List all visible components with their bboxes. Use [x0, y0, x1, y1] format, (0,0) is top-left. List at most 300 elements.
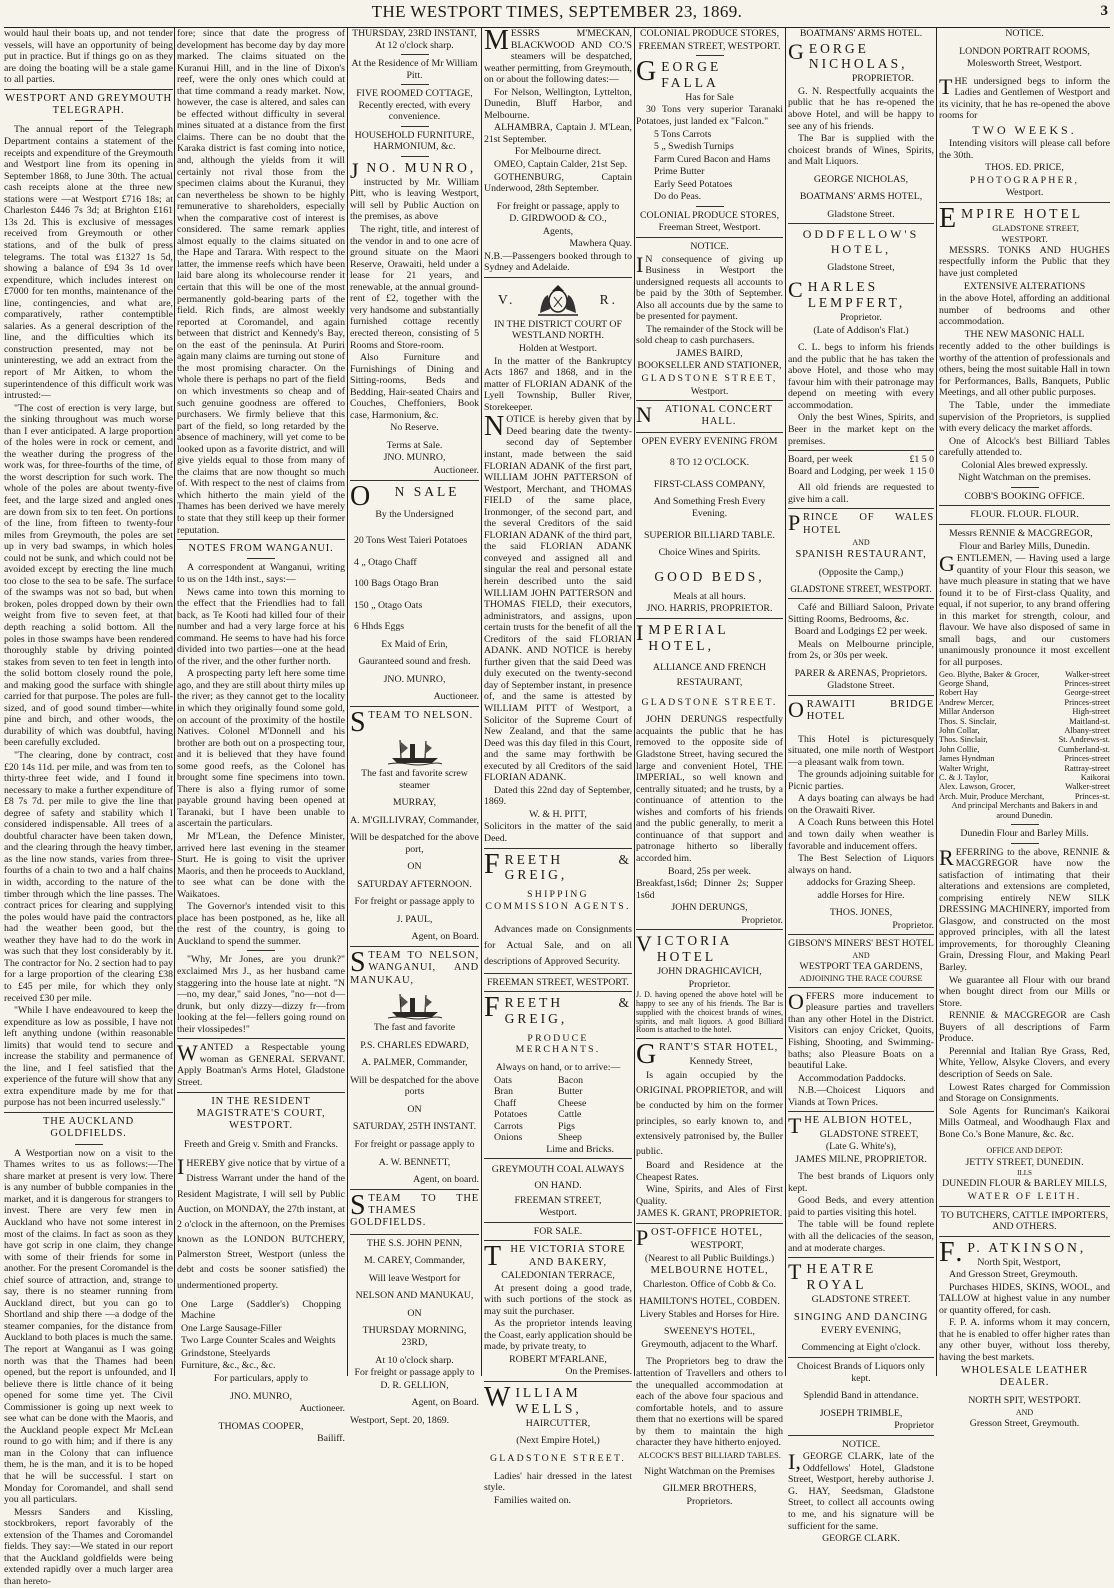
testimonial-row	[939, 745, 1110, 754]
ad-heading: NOTICE.	[690, 240, 729, 252]
testimonial-row	[939, 670, 1110, 679]
ad-heading: F.P. ATKINSON,	[939, 1236, 1087, 1268]
ad-line: And principal Merchants and Bakers in and around Dunedin.	[951, 801, 1098, 821]
list-item: 150 „ Otago Oats	[354, 599, 423, 611]
ad-line: Commencing at Eight o'clock.	[801, 1342, 921, 1354]
column-2	[176, 28, 346, 1445]
ad-line: For freight or passage apply to	[354, 896, 475, 908]
ad-body: The right, title, and interest of the vendor in and to one acre of ground situate on the Maori Reserve, Orawaiti, held under a lease for 21 years, and renewable, at the annual ground-rent of £2, together with the very handsome and substantially furnished cottage recently erected thereon, consisting of 5 Rooms and Store-room.	[350, 224, 479, 351]
ad-body: The grounds adjoining suitable for Picnic parties.	[788, 769, 934, 792]
article-paragraph: fore; since that date the progress of development has become day by day more marked. The claims situated on the Kuranui Hill, and in the line of Dixon's reef, were the only ones which could at that time command a ready market. Now, however, the case is altered, and sales can be effected without difficulty in several mines situated at a distance from the first claims. There can be no doubt that the Karaka district is fast coming into notice, and, although the yields from it will certainly not rival those from the specimen claims about the Kuranui, they can nevertheless be shown to be highly remunerative to shareholders, especially when the comparative cost of interest is considered. The same remark applies almost equally to the claims situated on the Hape and Tarara. With respect to the latter, the immense reefs which have been laid bare along its wholecourse render it certain that this will be one of the most permanently gold-bearing parts of the field. Rich finds, are almost weekly reported at Coromandel, and again between that district and Kennedy's Bay, on the east of the peninsula. At Puriri again many claims are turning out stone of the most promising character. On the whole there is perhaps no part of the field on which investments so cheap and of such genuine goodness are offered to purchasers. We firmly believe that this part of the field, so long retarded by the absence of machinery, will yet come to be looked upon as a favorite district, and will give yields equal to those from many of the claims that are now thought so much of. With respect to the nest of claims from which hitherto the main yield of the Thames has been derived we have merely to state that they still keep up their former reputation.	[177, 28, 345, 536]
testimonial-row	[939, 679, 1110, 688]
divider	[939, 505, 1110, 506]
article-paragraph: A correspondent at Wanganui, writing to us on the 14th inst., says:—	[177, 562, 345, 585]
proprietor-name: JOSEPH TRIMBLE,	[819, 1407, 903, 1419]
ad-heading: GEORGE NICHOLAS,	[788, 38, 908, 72]
ad-heading: FOR SALE.	[533, 1225, 583, 1237]
ad-body: Intending visitors will please call before the 30th.	[939, 137, 1110, 161]
article-paragraph: "Why, Mr Jones, are you drunk?" exclaimed Mrs J., as her husband came staggering into the house late at night. "N—no, my dear," said Jones, "no—not d—drunk, but only dizzy—dizzy fr—from looking at the fel—fellers going round on their vlossipedes!"	[177, 954, 345, 1035]
testimonial-street: St. Andrews-st.	[1058, 735, 1110, 745]
vr-left: V.	[498, 291, 516, 307]
ad-line: THURSDAY MORNING, 23RD,	[362, 1325, 467, 1348]
ad-body: IHEREBY give notice that by virtue of a Distress Warrant under the hand of the Resident Magistrate, I will sell by Public Auction, on MONDAY, the 27th instant, at 2 o'clock in the afternoon, on the Premises known as the LONDON BUTCHERY, Palmerston Street, Westport (unless the debt and costs be sooner satisfied) the undermentioned property.	[177, 1154, 345, 1291]
testimonial-row	[939, 792, 1110, 801]
rate-value: 1 15 0	[909, 465, 934, 477]
divider	[788, 598, 934, 599]
ad-line: Westport.	[539, 1207, 577, 1219]
ad-line: Freeman Street, Westport.	[658, 222, 761, 234]
list-item: Furniture, &c., &c., &c.	[181, 1360, 276, 1372]
ad-line: HOUSEHOLD FURNITURE, HARMONIUM, &c.	[354, 129, 475, 153]
list-item: Farm Cured Bacon and Hams	[654, 153, 771, 165]
testimonial-row	[939, 717, 1110, 726]
agent-name: D. GIRDWOOD & CO.,	[509, 213, 607, 225]
ad-line: Gladstone Street.	[827, 680, 895, 692]
royal-arms-icon	[536, 283, 580, 317]
divider	[788, 1357, 934, 1358]
ad-heading: FLOUR. FLOUR. FLOUR.	[970, 509, 1079, 521]
testimonial-row	[939, 688, 1110, 697]
agent-role: Agent, on Board.	[411, 1397, 479, 1409]
testimonial-name: John Collar,	[939, 725, 980, 735]
ad-heading: EMPIRE HOTEL	[939, 202, 1083, 234]
ad-heading: LONDON PORTRAIT ROOMS,	[959, 45, 1090, 57]
ad-line: EVERY EVENING,	[820, 1324, 902, 1336]
testimonial-street: Kaikorai	[1080, 772, 1110, 782]
ad-line: GLADSTONE STREET, WESTPORT.	[790, 584, 932, 595]
ad-line: At 10 o'clock sharp.	[375, 1354, 454, 1366]
proprietor-name: JAMES MILNE, PROPRIETOR.	[795, 1153, 927, 1165]
ad-heading: GEORGE FALLA	[636, 56, 722, 91]
ad-line: ALLIANCE AND FRENCH RESTAURANT,	[652, 661, 767, 689]
divider	[636, 1223, 783, 1224]
testimonial-name: Alex. Lawson, Grocer,	[939, 782, 1016, 792]
ad-line: GLADSTONE STREET,	[992, 222, 1079, 233]
ad-heading: IN THE RESIDENT MAGISTRATE'S COURT, WESTPORT.	[196, 1095, 326, 1132]
produce-item: Chaff	[494, 1097, 517, 1109]
ad-line: WESTPORT.	[1001, 233, 1048, 244]
testimonial-list	[939, 670, 1110, 802]
testimonial-street: Albany-street	[1064, 725, 1110, 735]
ad-body: Board and Residence at the Cheapest Rates.	[636, 1160, 783, 1183]
auctioneer-role: Auctioneer.	[433, 691, 479, 703]
ad-line: BOOKSELLER AND STATIONER,	[637, 360, 782, 372]
divider	[4, 1112, 173, 1113]
ad-body: The remainder of the Stock will be sold cheap to cash purchasers.	[636, 323, 783, 347]
ad-body: MESSRS M'MECKAN, BLACKWOOD AND CO.'S steamers will be despatched, weather permitting, from Greymouth, on or about the following dates:—	[484, 25, 632, 86]
ad-line: On the Premises.	[565, 1366, 632, 1378]
ad-heading: FREETH & GREIG,	[484, 992, 632, 1026]
ad-heading: GREYMOUTH COAL ALWAYS ON HAND.	[491, 1164, 625, 1192]
ad-line: OPEN EVERY EVENING FROM	[641, 435, 778, 447]
ad-heading: WILLIAM WELLS,	[484, 1382, 582, 1416]
ad-line: GLADSTONE STREET,	[819, 1128, 919, 1140]
divider	[350, 706, 479, 707]
divider	[484, 1222, 632, 1223]
produce-item: Bran	[494, 1086, 514, 1098]
ad-line: Will leave Westport for	[368, 1272, 461, 1284]
divider	[177, 1038, 345, 1039]
testimonial-name: John Collie,	[939, 744, 980, 754]
testimonial-row	[939, 764, 1110, 773]
ad-body: A Coach Runs between this Hotel and town daily when weather is favorable and inducement offers.	[788, 817, 934, 852]
ad-heading: SINGING AND DANCING	[793, 1311, 929, 1323]
ad-body: I,GEORGE CLARK, late of the Oddfellows' Hotel, Gladstone Street, Westport, hereby authorise J. G. HAY, Seedsman, Gladstone Street, to collect all accounts owing to me, and his signature will be sufficient for the same.	[788, 1449, 934, 1532]
column-rule	[481, 28, 482, 1376]
ad-body: GENTLEMEN, — Having used a large quantity of your Flour this season, we have much pleasure in stating that we have found it to be of First-class Quality, and equal, if not superior, to any brand offering in this market for strength, colour, and flavour. We have also disposed of same in small bags, and our customers unanimously pronounce it most excellent for all purposes.	[939, 551, 1110, 668]
ad-line: Holden at Westport.	[518, 343, 598, 355]
ad-line: Freeth and Greig v. Smith and Francks.	[184, 1138, 338, 1150]
ad-line: Choicest Brands of Liquors only kept.	[797, 1360, 925, 1384]
testimonial-street: Maitland-st.	[1069, 716, 1110, 726]
divider	[177, 539, 345, 540]
ad-line: (Late G. White's),	[825, 1141, 897, 1153]
auctioneer-name: JNO. MUNRO,	[383, 452, 446, 464]
ad-line: Kennedy Street,	[689, 1055, 753, 1067]
ad-line: Flour and Barley Mills, Dunedin.	[959, 540, 1090, 552]
divider	[401, 54, 429, 55]
produce-item: Cheese	[558, 1097, 587, 1109]
ad-heading: WESTPORT TEA GARDENS,	[799, 961, 923, 973]
ad-line: WESTPORT,	[690, 1240, 744, 1252]
testimonial-street: Cumberland-st.	[1058, 744, 1110, 754]
ad-body: Advances made on Consignments for Actual Sale, and on all descriptions of Approved Security.	[484, 924, 632, 967]
ship-name: P.S. CHARLES EDWARD,	[360, 1039, 469, 1051]
rate-row	[788, 454, 934, 466]
list-item: 5 Tons Carrots	[654, 128, 712, 140]
ad-line: M. CAREY, Commander,	[364, 1255, 465, 1267]
column-5	[635, 28, 784, 1508]
article-paragraph: The annual report of the Telegraph Department contains a statement of the receipts and expenditure of the Greymouth and Westport line from its opening in September 1868, to June 30th. The actual cash receipts alone at the three new stations were —at Westport £716 18s; at Charleston £446 7s 3d; at Brighton £161 13s 2d. This is exclusive of messages received from Greymouth or other stations, and of the bulk of press telegrams. The total was £1327 1s 5d, showing a balance of £94 3s 1d over expenditure, which includes interest on £7000 for ten months, maintenance of the line, contingencies, and what are, comparatively, rather contemptible salaries. As a general description of the line, and the difficulties which its construction presented, may not be uninteresting, we add an extract from the report of Mr Aitken, to whom the superintendence of this difficult work was intrusted:—	[4, 124, 173, 402]
testimonial-name: George Shand,	[939, 678, 989, 688]
ad-line: addocks for Grazing Sheep.	[806, 877, 916, 889]
testimonial-name: Robert Hay	[939, 688, 978, 698]
ad-line: Splendid Band in attendance.	[803, 1390, 919, 1402]
article-heading: THE AUCKLAND GOLDFIELDS.	[43, 1115, 134, 1140]
ad-line: ON	[407, 861, 422, 873]
divider	[788, 987, 934, 988]
ad-line: Has for Sale	[685, 91, 734, 103]
ad-heading: FREETH & GREIG,	[484, 848, 632, 883]
ad-body: All old friends are requested to give him a call.	[788, 482, 934, 505]
ad-line: The fast and favorite	[373, 1022, 456, 1034]
ad-body: IN consequence of giving up Business in Westport the undersigned requests all accounts to be paid by the 30th of September. Also all accounts due by the same to be presented for payment.	[636, 251, 783, 323]
produce-item: Bacon	[558, 1074, 584, 1086]
article-paragraph: News came into town this morning to the effect that the Friendlies had to fall back, as Te Kooti had killed four of their number and had a very large force at his command. He seems to have had his force divided into two parties—one at the head of the river, and the other further north.	[177, 586, 345, 667]
testimonial-name: Walter Wright,	[939, 763, 989, 773]
ad-line: (Next Empire Hotel,)	[516, 1435, 600, 1447]
ad-line: For freight or passage apply to	[354, 1367, 475, 1379]
ad-heading: GIBSON'S MINERS' BEST HOTEL	[788, 938, 934, 950]
produce-item: Carrots	[494, 1120, 523, 1132]
ad-line: AND	[852, 950, 870, 960]
divider	[636, 618, 783, 619]
divider	[401, 126, 429, 127]
ad-heading: IN THE DISTRICT COURT OF WESTLAND NORTH.	[494, 318, 622, 342]
ad-wanted: WANTED a Respectable young woman as GENERAL SERVANT. Apply Boatman's Arms Hotel, Gladstone Street.	[177, 1040, 345, 1088]
ad-line: ON	[407, 1307, 422, 1319]
column-rule	[347, 28, 348, 1376]
agent-name: D. R. GELLION,	[380, 1379, 449, 1391]
divider	[484, 991, 632, 992]
ad-heading: COLONIAL PRODUCE STORES,	[639, 28, 780, 39]
testimonial-name: Thos. S. Sinclair,	[939, 716, 997, 726]
proprietor-name: JOHN DRAGHICAVICH,	[657, 966, 762, 978]
ad-heading: SPANISH RESTAURANT,	[795, 548, 927, 560]
ad-line: HAIRCUTTER,	[525, 1417, 591, 1429]
ad-heading: ORAWAITI BRIDGE HOTEL	[788, 696, 934, 723]
divider	[401, 84, 429, 85]
ad-line: Westport.	[1005, 187, 1044, 199]
divider	[484, 1158, 632, 1159]
rate-label: Board and Lodging, per week	[788, 465, 905, 477]
item-list	[636, 129, 783, 203]
bailiff-name: THOMAS COOPER,	[218, 1420, 304, 1432]
divider	[636, 1038, 783, 1039]
list-item: One Large Sausage-Filler	[181, 1322, 282, 1334]
testimonial-row	[939, 698, 1110, 707]
ad-heading: STEAM TO NELSON.	[350, 706, 474, 738]
auctioneer-role: Auctioneer.	[433, 464, 479, 476]
ad-body: Accommodation Paddocks.	[798, 1072, 906, 1084]
testimonial-row	[939, 726, 1110, 735]
ad-body: REFERRING to the above, RENNIE & MACGREGOR have now the satisfaction of intimating that their alterations and extensions are completed, comprising entirely NEW SILK DRESSING MACHINERY, imported from Glasgow, and constructed on the most approved principles, with all the latest improvements, for thoroughly Cleaning Grain, Dressing Flour, and Making Pearl Barley.	[939, 844, 1110, 974]
ad-line: Proprietor.	[892, 919, 934, 931]
ad-line: SATURDAY, 25TH INSTANT.	[352, 1121, 477, 1133]
ad-body: C. L. begs to inform his friends and the public that he has taken the above Hotel, and those who may favour him with their patronage may depend on meeting with every accommodation.	[788, 342, 934, 411]
ad-heading: THEATRE ROYAL	[788, 1259, 877, 1293]
ad-body: F. P. A. informs whom it may concern, that he is enabled to offer higher rates than any other buyer, without loss thereby, having the best markets.	[939, 1317, 1110, 1363]
ad-body: N.B.—Choicest Liquors and Viands at Town Prices.	[788, 1085, 934, 1108]
ad-body: in the above Hotel, affording an additional number of bedrooms and other accommodation.	[939, 293, 1110, 328]
article-heading: NOTES FROM WANGANUI.	[188, 543, 334, 555]
article-paragraph: Messrs Sanders and Kissling, stockbrokers, report favorably of the extension of the Thames and Coromandel fields. They say:—We stated in our report that the Auckland goldfields were being extended rapidly over a much larger area than hereto-	[4, 1506, 173, 1587]
ad-line: FREEMAN STREET,	[514, 1194, 602, 1206]
divider	[484, 1240, 632, 1241]
ad-line: Gresson Street, Greymouth.	[969, 1418, 1080, 1430]
article-paragraph: A Westportian now on a visit to the Thames writes to us as follows:—The share market at present is very low. There is any number of bubble companies in the market, and it is dangerous for strangers to invest. There are very few men in Auckland who have not some interest in most of the claims. In fact as soon as they have got scrip in one claim, they change with some of their friends for some in another. For the present Coromandel is the chief source of attraction, and, strange to say, there is no steamer running from Auckland direct, but you can go to Shortland and ship there —a dodge of the steamer companies, for the distance from Auckland to both places is much the same. The report at Wanganui as I was going north was that the Thames had been opened, but the report is unfounded, and I believe there is little chance of it being opened for some time yet. The Civil Commissioner is going up next week to see what can be done with the Maoris, and the Auckland people expect Mr McLean round to go with him; and if there is any man in the Colony that can influence them, he is the man, and it is to be hoped that he will be successful. I start on Monday for Coromandel, and shall send you all particulars.	[4, 1147, 173, 1506]
ad-body: Wine, Spirits, and Ales of First Quality.	[636, 1184, 783, 1207]
divider	[636, 432, 783, 433]
ad-heading: JNO. MUNRO,	[350, 157, 477, 183]
divider	[177, 1092, 345, 1093]
produce-item: Oats	[494, 1074, 512, 1086]
ad-line: ADJOINING THE RACE COURSE	[799, 973, 923, 983]
ad-line: FREEMAN STREET, WESTPORT.	[486, 976, 630, 988]
divider	[939, 524, 1110, 525]
article-paragraph: Mr M'Lean, the Defence Minister, arrived here last evening in the steamer Sturt. He is going to visit the upriver Maoris, and then he proceeds to Auckland, to see what can be done with the Waikatoes.	[177, 831, 345, 900]
ad-line: For Nelson, Wellington, Lyttelton, Dunedin, Bluff Harbor, and Melbourne.	[484, 86, 632, 121]
divider	[75, 1144, 103, 1145]
ship-name: THE S.S. JOHN PENN,	[366, 1237, 463, 1249]
testimonial-row	[939, 754, 1110, 763]
ad-body: The best brands of Liquors only kept.	[788, 1171, 934, 1194]
ad-body: Meals on Melbourne principle, from 2s, or 30s per week.	[788, 638, 934, 662]
produce-list	[484, 1075, 632, 1144]
ad-body: The Proprietors beg to draw the attention of Travellers and others to the unequalled accommodation at each of the above four spacious and comfortable hotels, and to assure them that no exertions will be spared by them to maintain the high character they have hitherto enjoyed.	[636, 1356, 783, 1449]
ad-line: Board and Lodgings £2 per week.	[794, 626, 928, 638]
ad-heading: IMPERIAL HOTEL,	[636, 619, 729, 653]
ad-line: Molesworth Street, Westport.	[967, 58, 1082, 70]
ad-line: Charleston. Office of Cobb & Co.	[643, 1278, 776, 1290]
ad-line: Choice Wines and Spirits.	[658, 547, 761, 559]
ad-line: Proprietors.	[686, 1496, 733, 1508]
divider	[75, 120, 103, 121]
testimonial-row	[939, 707, 1110, 716]
ad-line: Breakfast,1s6d; Dinner 2s; Supper 1s6d	[636, 878, 783, 901]
column-1	[3, 28, 174, 1587]
column-rule	[936, 28, 937, 1376]
divider	[484, 973, 632, 974]
list-item: 6 Hhds Eggs	[354, 621, 405, 633]
ad-line: And Gresson Street, Greymouth.	[949, 1269, 1078, 1281]
proprietor-name: GILMER BROTHERS,	[662, 1483, 757, 1495]
ad-line: Greymouth, adjacent to the Wharf.	[641, 1338, 778, 1350]
ad-line: Board, 25s per week.	[668, 865, 751, 877]
agent-address: Mawhera Quay.	[569, 238, 632, 250]
ship-name: MURRAY,	[392, 797, 437, 809]
ad-line: Gladstone Street.	[827, 208, 895, 220]
divider	[788, 223, 934, 224]
ad-line: JETTY STREET, DUNEDIN.	[965, 1156, 1084, 1168]
ad-body: G. N. Respectfully acquaints the public that he has re-opened the above Hotel, and will be happy to see any of his friends.	[788, 85, 934, 132]
ad-line: CALEDONIAN TERRACE,	[501, 1270, 615, 1282]
ad-heading: TO BUTCHERS, CATTLE IMPORTERS, AND OTHERS.	[940, 1209, 1109, 1233]
article-paragraph: The Governor's intended visit to this place has been postponed, as he, like all the rest of the country, is going to Auckland to spend the summer.	[177, 901, 345, 947]
ad-line: A. M'GILLIVRAY, Commander,	[350, 814, 479, 826]
ad-heading: GRANT'S STAR HOTEL,	[636, 1039, 779, 1071]
divider	[788, 695, 934, 696]
ad-line: Dated this 22nd day of September, 1869.	[484, 784, 632, 808]
ad-heading: ON SALE	[350, 480, 460, 512]
ad-line: GLADSTONE STREET.	[811, 1293, 911, 1305]
ad-body: Café and Billiard Saloon, Private Sitting Rooms, Bedrooms, &c.	[788, 602, 934, 625]
testimonial-street: George-street	[1064, 688, 1110, 698]
ad-line: 8 TO 12 O'CLOCK.	[669, 457, 750, 469]
ad-line: Lime and Bricks.	[546, 1143, 614, 1155]
ad-heading: NATIONAL CONCERT HALL.	[636, 402, 773, 428]
ad-body: Is again occupied by the ORIGINAL PROPRIETOR, and will be conducted by him on the former principles, so early known to, and extensively patronised by, the Buller public.	[636, 1070, 783, 1157]
testimonial-name: Geo. Blythe, Baker & Grocer,	[939, 669, 1040, 679]
ad-line: SATURDAY AFTERNOON.	[357, 878, 472, 890]
steamship-icon	[388, 736, 442, 766]
divider	[788, 1111, 934, 1112]
divider	[696, 206, 724, 207]
ad-heading: THE ALBION HOTEL,	[788, 1113, 913, 1139]
divider	[1011, 487, 1039, 488]
ad-heading: THE VICTORIA STORE AND BAKERY,	[484, 1241, 626, 1273]
list-item: Prime Butter	[654, 166, 705, 178]
article-heading: WESTPORT AND GREYMOUTH TELEGRAPH.	[5, 92, 172, 117]
ad-line: Gladstone Street,	[827, 261, 895, 273]
ad-line: THURSDAY, 23RD INSTANT, At 12 o'clock sharp.	[352, 28, 477, 51]
ad-line: A. PALMER, Commander,	[361, 1057, 468, 1069]
ad-body: As the proprietor intends leaving the Coast, early application should be made, by private treaty, to	[484, 1318, 632, 1353]
proprietor-name: PARER & ARENAS, Proprietors.	[794, 667, 928, 679]
ad-line: addle Horses for Hire.	[817, 889, 905, 901]
testimonial-street: High-street	[1072, 707, 1110, 717]
ad-heading: HAMILTON'S HOTEL, COBDEN.	[639, 1296, 780, 1308]
divider	[788, 934, 934, 935]
ad-body: The Table, under the immediate supervision of the Proprietors, is supplied with every delicacy the market affords.	[939, 400, 1110, 435]
divider	[484, 848, 632, 849]
agent-role: Agent, on Board.	[411, 931, 479, 943]
list-item: 5 „ Swedish Turnips	[654, 141, 734, 153]
ad-line: Proprietor	[894, 1420, 934, 1432]
ad-line: ALHAMBRA, Captain J. M'Lean, 21st September.	[484, 122, 632, 145]
divider	[350, 1234, 479, 1235]
ad-body: JOHN DERUNGS respectfully acquaints the public that he has removed to the opposite side of Gladstone Street, having secured the large and convenient Hotel, THE IMPERIAL, so well known and centrally situated; and he trusts, by a continuance of attention to the wishes and comforts of his friends and the public generally, to merit a continuance of that support and patronage hitherto so liberally accorded him.	[636, 714, 783, 864]
article-paragraph: A prospecting party left here some time ago, and they are still about thirty miles up the river; as they cannot get to the locality in which they originally found some gold, on account of the proximity of the hostile Natives. Colonel M'Donnell and his brother are both out on a prospecting tour, and it is believed that they have found some good reefs, as the Colonel has brought some fine specimens into town. There is also a flying rumor of some payable ground having been opened at Taranaki, but I have been unable to ascertain the particulars.	[177, 668, 345, 830]
testimonial-row	[939, 773, 1110, 782]
list-item: Do do Peas.	[654, 191, 702, 203]
testimonial-street: Walker-street	[1065, 669, 1110, 679]
ad-line: Dunedin Flour and Barley Mills.	[960, 828, 1089, 840]
ad-line: SUPERIOR BILLIARD TABLE.	[643, 529, 776, 541]
ad-body: Ladies' hair dressed in the latest style.	[484, 1470, 632, 1494]
ad-heading: VICTORIA HOTEL	[636, 931, 733, 965]
proprietor-name: ROBERT M'FARLANE,	[509, 1353, 607, 1365]
divider	[636, 929, 783, 930]
ad-line: Proprietor.	[688, 978, 731, 990]
proprietor-name: JAMES K. GRANT, PROPRIETOR.	[636, 1208, 783, 1220]
ad-body: Also Furniture and Furnishings of Dining and Sitting-rooms, Beds and Bedding, Hair-seated Chairs and Couches, Cheffoniers, Book case, Harmonium, &c.	[350, 352, 479, 421]
ad-line: WATER OF LEITH.	[967, 1191, 1082, 1203]
ad-line: (Nearest to all Public Buildings.)	[644, 1252, 775, 1264]
item-list	[177, 1299, 345, 1372]
ad-line: Westport.	[690, 385, 729, 397]
page-number: 3	[1100, 3, 1108, 19]
ad-heading: SWEENEY'S HOTEL,	[663, 1326, 755, 1338]
proprietor-name: JOHN DERUNGS,	[671, 902, 748, 914]
ad-heading: NOTICE.	[841, 1438, 881, 1450]
article-paragraph: "While I have endeavoured to keep the expenditure as low as possible, I have not left anything undone (within reasonable limits) that would tend to secure and increase the stability and permanence of the line, and I feel satisfied that the experience of the future will show that any extra expenditure made by me for that purpose has not been incurred uselessly."	[4, 1005, 173, 1109]
ad-heading: STEAM TO NELSON, WANGANUI, AND MANUKAU,	[350, 947, 479, 986]
ad-line: OMEO, Captain Calder, 21st Sep.	[494, 159, 628, 171]
ad-body: At present doing a good trade, with such portions of the stock as may suit the purchaser.	[484, 1282, 632, 1317]
ad-line: PHOTOGRAPHER,	[969, 174, 1080, 186]
ad-line: Will be despatched for the above port,	[350, 832, 479, 855]
ad-heading: WHOLESALE LEATHER DEALER.	[960, 1364, 1089, 1388]
ad-line: Meals at all hours.	[673, 590, 746, 602]
ad-body: In the matter of the Bankruptcy Acts 1867 and 1868, and in the matter of FLORIAN ADANK of the Lyell Township, Buller River, Storekeeper.	[484, 355, 632, 413]
ad-body: NOTICE is hereby given that by Deed bearing date the twenty-second day of September instant, made between the said FLORIAN ADANK of the first part, WILLIAM JOHN PATTERSON of Westport, Merchant, and THOMAS FIELD of the same place, Ironmonger, of the second part, and the several Creditors of the said FLORIAN ADANK of the third part, the said FLORIAN ADANK conveyed and assigned all and singular the real and personal estate herein described unto the said WILLIAM JOHN PATTERSON and THOMAS FIELD, their executors, administrators, and assigns, upon certain trusts for the benefit of all the Creditors of the said FLORIAN ADANK. AND NOTICE is hereby further given that the said Deed was duly executed on the twenty-second day of September instant, in presence of, and the same is attested by WILLIAM PITT of Westport, a Solicitor of the Supreme Court of New Zealand, and that the same Deed was this day filed in this Court, and the same may forthwith be executed by all Creditors of the said FLORIAN ADANK.	[484, 411, 632, 784]
ad-body: The Best Selection of Liquors always on hand.	[788, 853, 934, 876]
column-rule	[174, 28, 175, 1376]
proprietor-name: THOS. ED. PRICE,	[985, 162, 1064, 174]
divider	[788, 508, 934, 509]
ad-body: We guarantee all Flour with our brand when bought direct from our Mills or Store.	[939, 974, 1110, 1009]
rate-value: £1 5 0	[909, 454, 934, 466]
ad-line: Will be despatched for the above ports	[350, 1074, 479, 1098]
agent-role: Agents,	[542, 225, 574, 237]
ad-line: Always on hand, or to arrive:—	[495, 1061, 621, 1073]
ad-heading: STEAM TO THE THAMES GOLDFIELDS.	[350, 1189, 479, 1229]
ad-line: N.B.—Passengers booked through to Sydney and Adelaide.	[484, 250, 632, 274]
ad-body: Perennial and Italian Rye Grass, Red, White, Yellow, Alsyke Clovers, and every description of Seeds on Sale.	[939, 1045, 1110, 1080]
divider	[1011, 843, 1039, 844]
rate-row	[788, 466, 934, 478]
testimonial-name: Arch. Muir, Produce Merchant,	[939, 791, 1045, 801]
ad-heading: CHARLES LEMPFERT,	[788, 277, 906, 311]
steamship-icon	[388, 990, 442, 1020]
newspaper-title: THE WESTPORT TIMES, SEPTEMBER 23, 1869.	[371, 2, 743, 21]
ad-line: GLADSTONE STREET.	[489, 1452, 627, 1464]
list-item: One Large (Saddler's) Chopping Machine	[181, 1298, 341, 1322]
article-paragraph: "The clearing, done by contract, cost £20 14s 11d. per mile, and was from ten to thirty-three feet wide, and I found it necessary to make a further expenditure of £8 7s 7d. per mile to give the line that degree of safety and stability which I considered indispensable. All trees of a doubtful character have been taken down, and the clearing through the heavy timber, as the line now stands, varies from three-fourths of a chain to two and a half chains in width, according to the nature of the timber through which the line passes. The contract prices for clearing and supplying the poles would have paid the contractors had the weather been good, but the weather they have had to do the work in was such that they lost considerably by it. The contractor for No. 2 section had to pay for a large proportion of the clearing £38 to £45 per mile, for which they only received £30 per mile.	[4, 750, 173, 1004]
divider	[788, 450, 934, 451]
divider	[484, 277, 632, 278]
